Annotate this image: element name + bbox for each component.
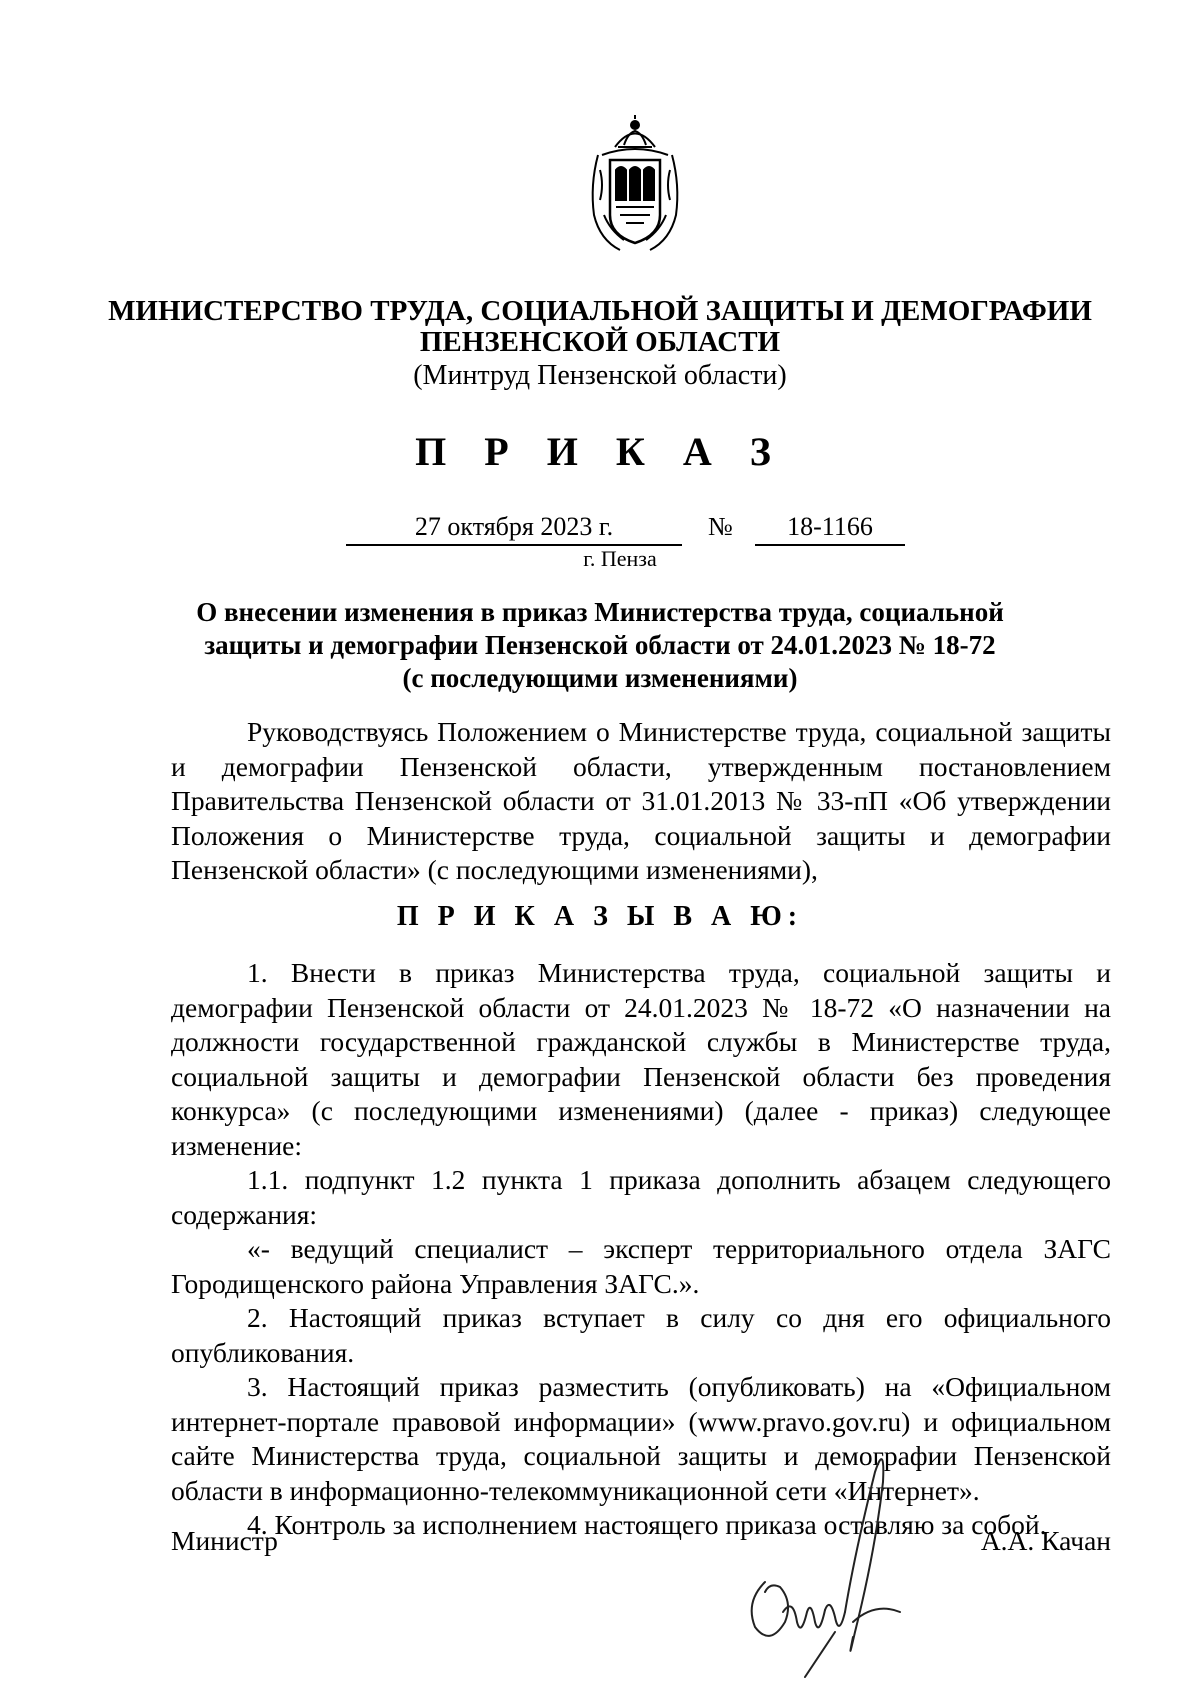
order-item-4: 4. Контроль за исполнением настоящего приказа оставляю за собой.	[247, 1509, 1047, 1540]
number-sign: №	[708, 512, 733, 541]
order-item-2: 2. Настоящий приказ вступает в силу со дня его официального опубликования.	[171, 1302, 1111, 1368]
subject-line-3: (с последующими изменениями)	[402, 663, 798, 693]
order-city: г. Пенза	[583, 546, 657, 571]
order-item-1-1-text: «- ведущий специалист – эксперт территориального отдела ЗАГС Городищенского района Управления ЗАГС.».	[171, 1233, 1111, 1299]
handwritten-signature	[735, 1432, 910, 1682]
ministry-name-line1: МИНИСТЕРСТВО ТРУДА, СОЦИАЛЬНОЙ ЗАЩИТЫ И ДЕМОГРАФИИ	[108, 295, 1092, 327]
preamble-block	[171, 715, 1111, 888]
order-word: П Р И К А З Ы В А Ю:	[396, 901, 804, 932]
ministry-name-line2: ПЕНЗЕНСКОЙ ОБЛАСТИ	[419, 326, 781, 358]
order-subject	[0, 596, 1200, 695]
order-item-1-1: 1.1. подпункт 1.2 пункта 1 приказа дополнить абзацем следующего содержания:	[171, 1164, 1111, 1230]
document-title: П Р И К А З	[415, 429, 785, 474]
coat-of-arms-icon	[580, 115, 690, 255]
order-items	[171, 956, 1111, 1543]
ministry-short-name: (Минтруд Пензенской области)	[413, 360, 787, 391]
order-item-3: 3. Настоящий приказ разместить (опубликовать) на «Официальном интернет-портале правовой информации» (www.pravo.gov.ru) и официальном сайте Министерства труда, социальной защиты и демографии Пензенской области в информационно-телекоммуникационной сети «Интернет».	[171, 1371, 1111, 1506]
signer-role: Министр	[171, 1525, 278, 1556]
subject-line-1: О внесении изменения в приказ Министерства труда, социальной	[196, 597, 1004, 627]
subject-line-2: защиты и демографии Пензенской области от 24.01.2023 № 18-72	[204, 630, 996, 660]
signer-name: А.А. Качан	[980, 1525, 1111, 1556]
preamble-paragraph: Руководствуясь Положением о Министерстве труда, социальной защиты и демографии Пензенской области, утвержденным постановлением Правительства Пензенской области от 31.01.2013 № 33-пП «Об утверждении Положения о Министерстве труда, социальной защиты и демографии Пензенской области» (с последующими изменениями),	[171, 716, 1111, 885]
order-item-1: 1. Внести в приказ Министерства труда, социальной защиты и демографии Пензенской области от 24.01.2023 № 18-72 «О назначении на должности государственной гражданской службы в Министерстве труда, социальной защиты и демографии Пензенской области без проведения конкурса» (с последующими изменениями) (далее - приказ) следующее изменение:	[171, 957, 1111, 1161]
order-date: 27 октября 2023 г.	[346, 512, 682, 546]
order-number: 18-1166	[755, 512, 905, 546]
